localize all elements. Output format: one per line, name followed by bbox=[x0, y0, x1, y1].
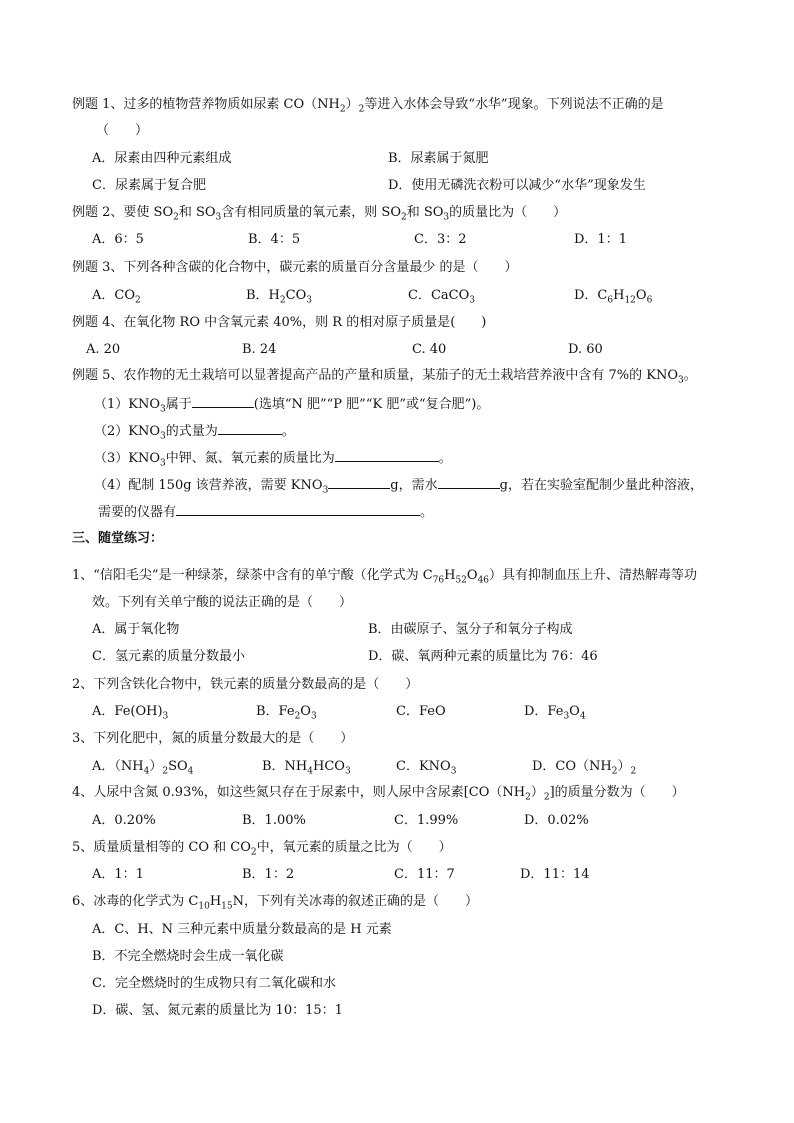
example-5-question-4: （4）配制 150g 该营养液，需要 $KNO_3$ g，需水 g，若在实验室配制少量此种溶液， bbox=[94, 475, 703, 495]
example-1-stem: 例题 1、过多的植物营养物质如尿素 $CO(NH_2)_2$等进入水体会导致“水华”现象。下列说法不正确的是 bbox=[72, 97, 664, 115]
practice-2-option-b: B．$Fe_2O_3$ bbox=[256, 704, 317, 722]
example-2-option-a: A．6：5 bbox=[92, 232, 144, 247]
example-3-option-a: A．$CO_2$ bbox=[92, 288, 141, 306]
practice-4-option-d: D．0.02% bbox=[524, 813, 589, 828]
practice-2-option-d: D．$Fe_3O_4$ bbox=[524, 704, 586, 722]
example-2-option-b: B．4：5 bbox=[248, 232, 301, 247]
practice-1-option-b: B．由碳原子、氢分子和氧分子构成 bbox=[368, 622, 573, 637]
example-5-stem: 例题 5、农作物的无土栽培可以显著提高产品的产量和质量，某茄子的无土栽培营养液中含有 7%的 $KNO_3$。 bbox=[72, 368, 697, 386]
practice-3-option-b: B．$NH_4HCO_3$ bbox=[262, 759, 351, 777]
example-3-option-b: B．$H_2CO_3$ bbox=[246, 288, 312, 306]
practice-3-option-d: D．$CO(NH_2)_2$ bbox=[532, 759, 637, 777]
example-5-question-3: $(3)KNO_3$中钾、氮、氧元素的质量比为 。 bbox=[94, 448, 452, 468]
practice-4-option-c: C．1.99% bbox=[394, 813, 459, 828]
example-1-option-b: B．尿素属于氮肥 bbox=[388, 151, 489, 166]
example-4-option-d: D. 60 bbox=[568, 342, 603, 357]
practice-3-option-a: A．$(NH_4)_2SO_4$ bbox=[92, 759, 194, 777]
practice-3-stem: 3、下列化肥中，氮的质量分数最大的是（ ） bbox=[72, 731, 354, 746]
practice-6-option-a: A．C、H、N 三种元素中质量分数最高的是 H 元素 bbox=[92, 922, 392, 937]
practice-5-option-c: C．11：7 bbox=[394, 867, 455, 882]
practice-4-option-a: A．0.20% bbox=[92, 813, 156, 828]
example-1-option-a: A．尿素由四种元素组成 bbox=[92, 151, 232, 166]
practice-6-option-b: B．不完全燃烧时会生成一氧化碳 bbox=[92, 949, 284, 964]
practice-1-stem-cont: 效。下列有关单宁酸的说法正确的是（ ） bbox=[92, 595, 353, 610]
practice-5-option-b: B．1：2 bbox=[242, 867, 295, 882]
example-4-option-c: C. 40 bbox=[412, 342, 447, 357]
practice-2-stem: 2、下列含铁化合物中，铁元素的质量分数最高的是（ ） bbox=[72, 677, 419, 692]
practice-6-stem: 6、冰毒的化学式为 $C_{10}H_{15}N$，下列有关冰毒的叙述正确的是（ ） bbox=[72, 894, 478, 912]
practice-4-option-b: B．1.00% bbox=[242, 813, 306, 828]
example-2-option-d: D．1：1 bbox=[574, 232, 627, 247]
example-3-option-c: C．CaCO$_3$ bbox=[408, 288, 475, 306]
practice-4-stem: 4、人尿中含氮 0.93%，如这些氮只存在于尿素中，则人尿中含尿素$[CO(NH_2)_2]$的质量分数为（ ） bbox=[72, 785, 685, 803]
answer-blank[interactable] bbox=[218, 421, 282, 435]
example-2-stem: 例题 2、要使 $SO_2$和 $SO_3$含有相同质量的氧元素，则 $SO_2$和 $SO_3$的质量比为（ ） bbox=[72, 205, 567, 223]
example-4-option-b: B. 24 bbox=[242, 342, 277, 357]
example-5-question-1: $(1)KNO_3$属于 (选填“N 肥”“P 肥”“K 肥”或“复合肥”)。 bbox=[94, 394, 489, 414]
practice-2-option-a: A．$Fe(OH)_3$ bbox=[92, 704, 169, 722]
answer-blank[interactable] bbox=[192, 394, 254, 408]
example-5-question-4-cont: 需要的仪器有 。 bbox=[98, 502, 433, 522]
practice-6-option-c: C．完全燃烧时的生成物只有二氧化碳和水 bbox=[92, 976, 336, 991]
example-5-question-2: $(2)KNO_3$的式量为 。 bbox=[94, 421, 295, 441]
example-1-option-c: C．尿素属于复合肥 bbox=[92, 178, 206, 193]
practice-1-stem: 1、“信阳毛尖”是一种绿茶，绿茶中含有的单宁酸（化学式为 $C_{76}H_{52}O_{46}$）具有抑制血压上升、清热解毒等功 bbox=[72, 568, 698, 586]
example-3-option-d: D．$C_6H_{12}O_6$ bbox=[574, 288, 653, 306]
practice-1-option-d: D．碳、氧两种元素的质量比为 76：46 bbox=[368, 649, 598, 664]
answer-blank[interactable] bbox=[328, 475, 390, 489]
practice-2-option-c: C．FeO bbox=[396, 704, 446, 719]
practice-6-option-d: D．碳、氢、氮元素的质量比为 10：15：1 bbox=[92, 1003, 343, 1018]
practice-5-option-d: D．11：14 bbox=[520, 867, 590, 882]
section-title: 三、随堂练习： bbox=[72, 531, 164, 546]
practice-5-stem: 5、质量质量相等的 CO 和 $CO_2$中，氧元素的质量之比为（ ） bbox=[72, 840, 452, 858]
practice-3-option-c: C．$KNO_3$ bbox=[396, 759, 457, 777]
answer-blank[interactable] bbox=[176, 502, 420, 516]
practice-1-option-a: A．属于氧化物 bbox=[92, 622, 180, 637]
practice-1-option-c: C．氢元素的质量分数最小 bbox=[92, 649, 245, 664]
example-2-option-c: C．3：2 bbox=[414, 232, 467, 247]
example-1-answer-paren: （ ） bbox=[96, 123, 149, 138]
practice-5-option-a: A．1：1 bbox=[92, 867, 144, 882]
example-1-option-d: D．使用无磷洗衣粉可以减少“水华”现象发生 bbox=[388, 178, 646, 193]
example-4-option-a: A. 20 bbox=[86, 342, 121, 357]
answer-blank[interactable] bbox=[438, 475, 500, 489]
answer-blank[interactable] bbox=[335, 448, 439, 462]
example-4-stem: 例题 4、在氧化物 RO 中含氧元素 40%，则 R 的相对原子质量是( ) bbox=[72, 315, 487, 330]
example-3-stem: 例题 3、下列各种含碳的化合物中，碳元素的质量百分含量最少 的是（ ） bbox=[72, 260, 518, 275]
